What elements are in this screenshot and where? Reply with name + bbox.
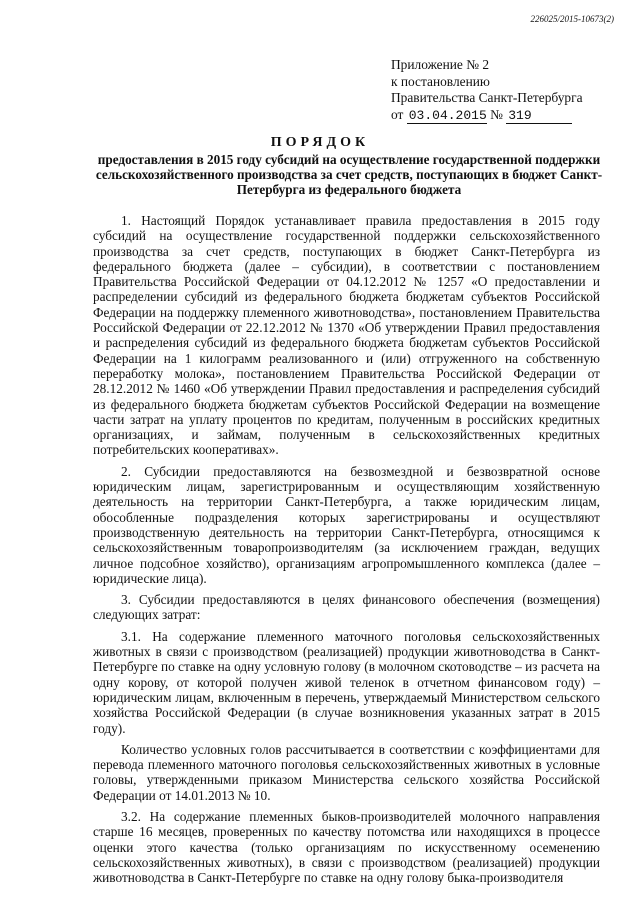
paragraph-count: Количество условных голов рассчитывается в соответствии с коэффициентами для перевода племенного маточного поголовья сельскохозяйственных животных в условные головы, утвержденными приказом Министерства сельского хозяйства Российской Федерации от 14.01.2013 № 10.: [93, 741, 600, 803]
from-label: от: [391, 106, 404, 122]
paragraph-3-1: 3.1. На содержание племенного маточного поголовья сельскохозяйственных животных в связи с производством (реализацией) продукции животноводства в Санкт-Петербурге по ставке на одну условную голову (в молочном скотоводстве – из расчета на одну корову, от которой получен живой теленок в отчетном финансовом году) – юридическим лицам, включенным в перечень, утверждаемый Министерством сельского хозяйства Российской Федерации (в случае возникновения указанных затрат в 2015 году).: [93, 628, 600, 736]
number-label: №: [490, 106, 503, 122]
document-subtitle: предоставления в 2015 году субсидий на осуществление государственной поддержки сельскохозяйственного производства за счет средств, поступающих в бюджет Санкт-Петербурга из федерального бюджета: [95, 152, 603, 198]
paragraph-3: 3. Субсидии предоставляются в целях финансового обеспечения (возмещения) следующих затрат:: [93, 592, 600, 623]
paragraph-1: 1. Настоящий Порядок устанавливает правила предоставления в 2015 году субсидий на осуществление государственной поддержки сельскохозяйственного производства за счет средств, поступающих в бюджет Санкт-Петербурга из федерального бюджета (далее – субсидии), в соответствии с постановлением Правительства Российской Федерации от 04.12.2012 № 1257 «О предоставлении и распределении субсидий из федерального бюджета бюджетам субъектов Российской Федерации на поддержку племенного животноводства», постановлением Правительства Российской Федерации от 22.12.2012 № 1370 «Об утверждении Правил предоставления и распределения субсидий из федерального бюджета бюджетам субъектов Российской Федерации на 1 килограмм реализованного и (или) отгруженного на собственную переработку молока», постановлением Правительства Российской Федерации от 28.12.2012 № 1460 «Об утверждении Правил предоставления и распределения субсидий из федерального бюджета бюджетам субъектов Российской Федерации на возмещение части затрат на уплату процентов по кредитам, полученным в российских кредитных организациях, и займам, полученным в сельскохозяйственных кредитных потребительских кооперативах».: [93, 213, 600, 458]
resolution-date: 03.04.2015: [408, 107, 487, 123]
appendix-block: [391, 57, 583, 124]
appendix-line-1: Приложение № 2: [391, 57, 490, 72]
paragraph-3-2: 3.2. На содержание племенных быков-производителей молочного направления старше 16 месяцев, проверенных по качеству потомства или находящихся в процессе оценки этого качества (только организациям по искусственному осеменению сельскохозяйственных животных), в связи с производством (реализацией) продукции животноводства в Санкт-Петербурге по ставке на одну голову быка-производителя: [93, 808, 600, 886]
appendix-line-4: [391, 107, 583, 124]
document-title: ПОРЯДОК: [270, 135, 370, 150]
document-number: 226025/2015-10673(2): [530, 14, 614, 24]
resolution-number: 319: [506, 109, 572, 124]
document-body: [93, 213, 600, 885]
appendix-line-2: к постановлению: [391, 73, 490, 89]
appendix-line-3: Правительства Санкт-Петербурга: [391, 90, 583, 105]
paragraph-2: 2. Субсидии предоставляются на безвозмездной и безвозвратной основе юридическим лицам, зарегистрированным и осуществляющим хозяйственную деятельность на территории Санкт-Петербурга, а также юридическим лицам, обособленные подразделения которых зарегистрированы и осуществляют производственную деятельность на территории Санкт-Петербурга, относящимся к сельскохозяйственным товаропроизводителям (за исключением граждан, ведущих личное подсобное хозяйство), организациям агропромышленного комплекса (далее – юридические лица).: [93, 463, 600, 586]
